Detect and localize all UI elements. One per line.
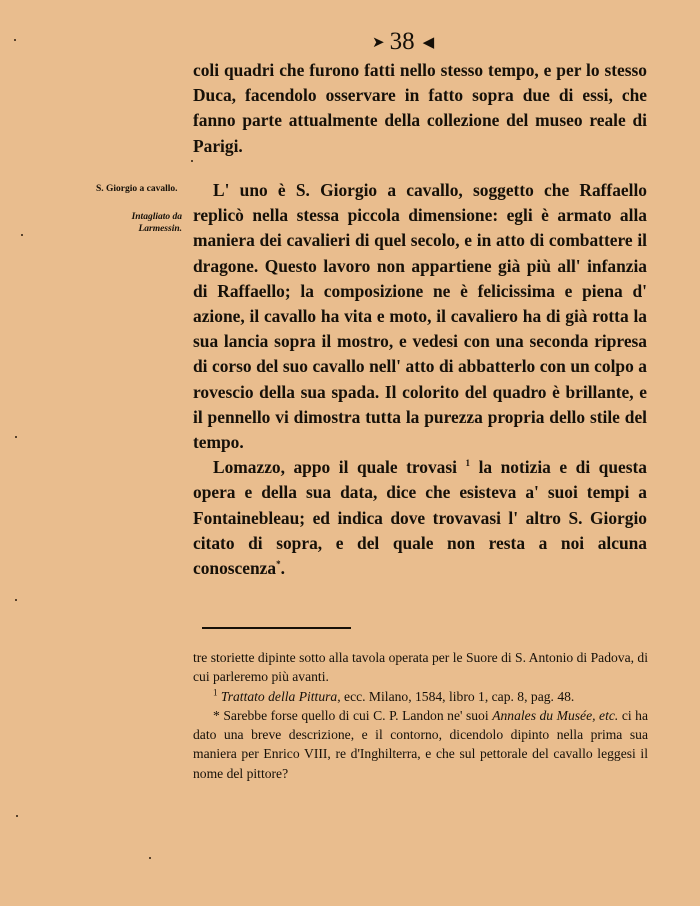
footnote-continuation: tre storiette dipinte sotto alla tavola operata per le Suore di S. Antonio di Padova, di cui parleremo più avanti. (193, 650, 648, 685)
footnote-2-title: Annales du Musée, etc. (492, 707, 619, 723)
margin-note-engraver: Intagliato da Larmessin. (131, 212, 182, 234)
main-text-block (193, 178, 647, 581)
footnote-ref-1: 1 (465, 458, 471, 469)
footnote-1 (193, 687, 648, 706)
page-number-line (372, 28, 431, 56)
top-paragraph-block (193, 58, 647, 159)
margin-note-subject: S. Giorgio a cavallo. (96, 184, 178, 194)
top-paragraph: coli quadri che furono fatti nello stesso tempo, e per lo stesso Duca, facendolo osservare in fatto sopra due di essi, che fanno parte attualmente della collezione del museo reale di Parigi. (193, 60, 647, 156)
footnote-2-rest: ci ha dato una breve descrizione, e il contorno, dicendolo dipinto nella prima sua maniera per Enrico VIII, re d'Inghilterra, e che sul pettorale del cavallo leggesi il nome del pittore? (193, 707, 649, 781)
ornament-right-icon: ◀ (422, 34, 432, 51)
page-number: 38 (389, 28, 415, 55)
footnote-1-rest: , ecc. Milano, 1584, libro 1, cap. 8, pag. 48. (337, 688, 575, 704)
ornament-left-icon: ➤ (372, 34, 382, 51)
footnote-ref-star: * (276, 559, 281, 570)
footnotes-block (193, 648, 648, 783)
paragraph-2-end: . (280, 558, 285, 579)
footnote-2-mark: * (213, 707, 220, 723)
footnote-1-title: Trattato della Pittura (220, 688, 338, 704)
footnote-divider (202, 627, 351, 629)
footnote-2 (193, 706, 648, 783)
paragraph-2-start: Lomazzo, appo il quale trovasi (213, 457, 457, 478)
main-paragraph-1: L' uno è S. Giorgio a cavallo, soggetto che Raffaello replicò nella stessa piccola dimensione: egli è armato alla maniera dei cavalieri di quel secolo, e in atto di combattere il dragone. Questo lavoro non appartiene già più all' infanzia di Raffaello; la composizione ne è felicissima e piena d' azione, il cavallo ha vita e moto, il cavaliero ha di già rotta la sua lancia sopra il mostro, e vedesi con una seconda ripresa di corso del suo cavallo nell' atto di abbatterlo con un colpo a rovescio della sua spada. Il colorito del quadro è brillante, e il pennello vi dimostra tutta la purezza propria dello stile del tempo. (193, 180, 647, 453)
paragraph-2-rest: la notizia e di questa opera e della sua data, dice che esisteva a' suoi tempi a Fontainebleau; ed indica dove trovavasi l' altro S. Giorgio citato di sopra, e del quale non resta a noi alcuna conoscenza (193, 457, 647, 579)
footnote-2-start: Sarebbe forse quello di cui C. P. Landon ne' suoi (223, 707, 489, 723)
footnote-1-mark: 1 (213, 687, 218, 698)
main-paragraph-2 (193, 455, 647, 581)
